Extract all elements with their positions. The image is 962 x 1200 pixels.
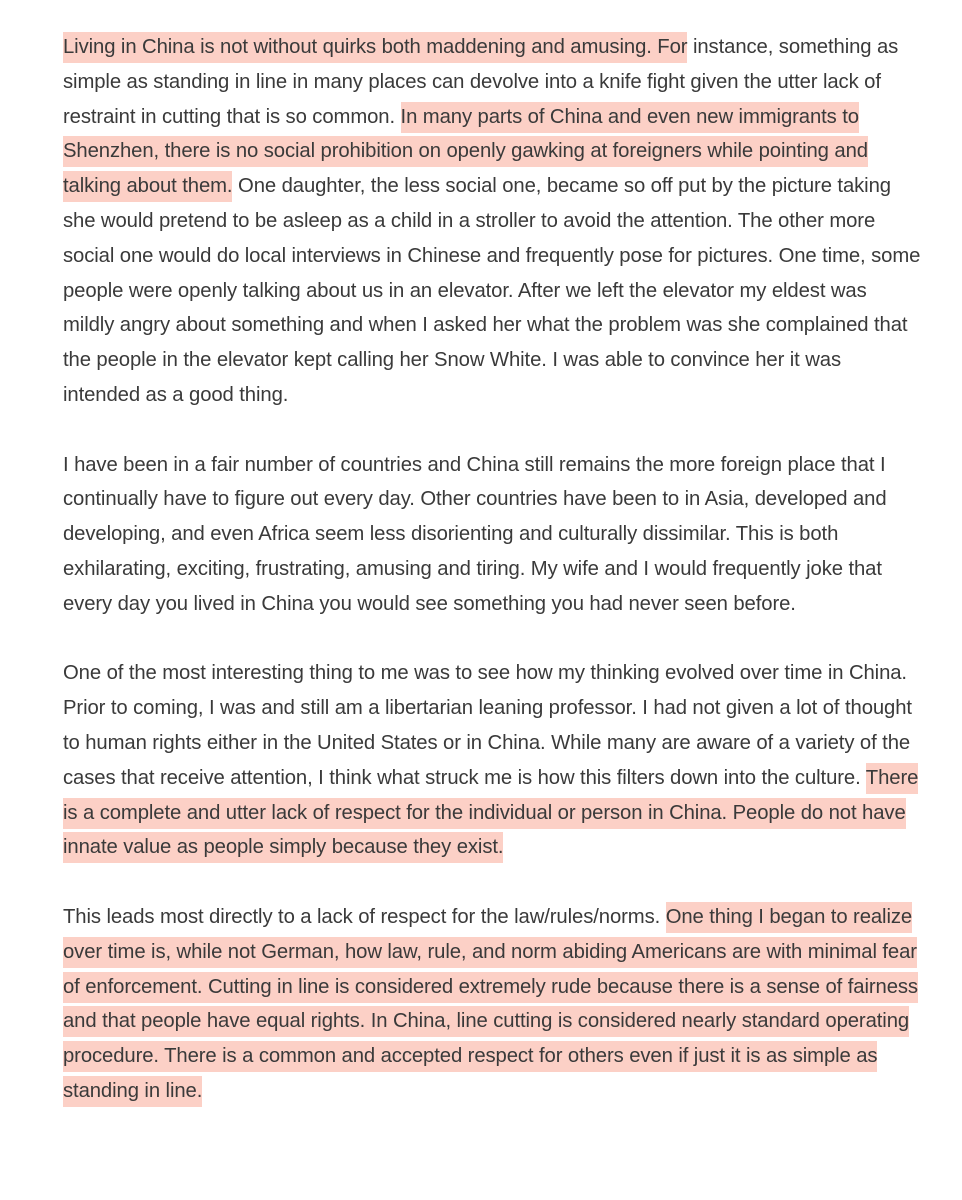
body-text: I have been in a fair number of countries and China still remains the more foreign place that I continually have to figure out every day. Other countries have been to in Asia, developed and developing, and even Africa seem less disorienting and culturally dissimilar. This is both exhilarating, exciting, frustrating, amusing and tiring. My wife and I would frequently joke that every day you lived in China you would see something you had never seen before.: [63, 453, 887, 615]
paragraph-2: [63, 448, 923, 622]
body-text: One daughter, the less social one, became so off put by the picture taking she would pretend to be asleep as a child in a stroller to avoid the attention. The other more social one would do local interviews in Chinese and frequently pose for pictures. One time, some people were openly talking about us in an elevator. After we left the elevator my eldest was mildly angry about something and when I asked her what the problem was she complained that the people in the elevator kept calling her Snow White. I was able to convince her it was intended as a good thing.: [63, 175, 921, 406]
paragraph-1: [63, 30, 923, 413]
highlighted-text: In many parts of China and even new immigrants to Shenzhen, there is no social prohibition on openly gawking at foreigners while pointing and talking about them.: [63, 102, 868, 203]
highlighted-text: Living in China is not without quirks both maddening and amusing. For: [63, 32, 687, 63]
document-body: [63, 30, 923, 1109]
highlighted-text: There is a complete and utter lack of respect for the individual or person in China. People do not have innate value as people simply because they exist.: [63, 763, 918, 864]
paragraph-4: [63, 900, 923, 1109]
highlighted-text: One thing I began to realize over time is, while not German, how law, rule, and norm abiding Americans are with minimal fear of enforcement. Cutting in line is considered extremely rude because there is a sense of fairness and that people have equal rights. In China, line cutting is considered nearly standard operating procedure. There is a common and accepted respect for others even if just it is as simple as standing in line.: [63, 902, 918, 1107]
body-text: One of the most interesting thing to me was to see how my thinking evolved over time in China. Prior to coming, I was and still am a libertarian leaning professor. I had not given a lot of thought to human rights either in the United States or in China. While many are aware of a variety of the cases that receive attention, I think what struck me is how this filters down into the culture.: [63, 662, 912, 789]
paragraph-3: [63, 656, 923, 865]
body-text: This leads most directly to a lack of respect for the law/rules/norms.: [63, 905, 666, 928]
body-text: instance, something as simple as standing in line in many places can devolve into a knife fight given the utter lack of restraint in cutting that is so common.: [63, 36, 899, 128]
